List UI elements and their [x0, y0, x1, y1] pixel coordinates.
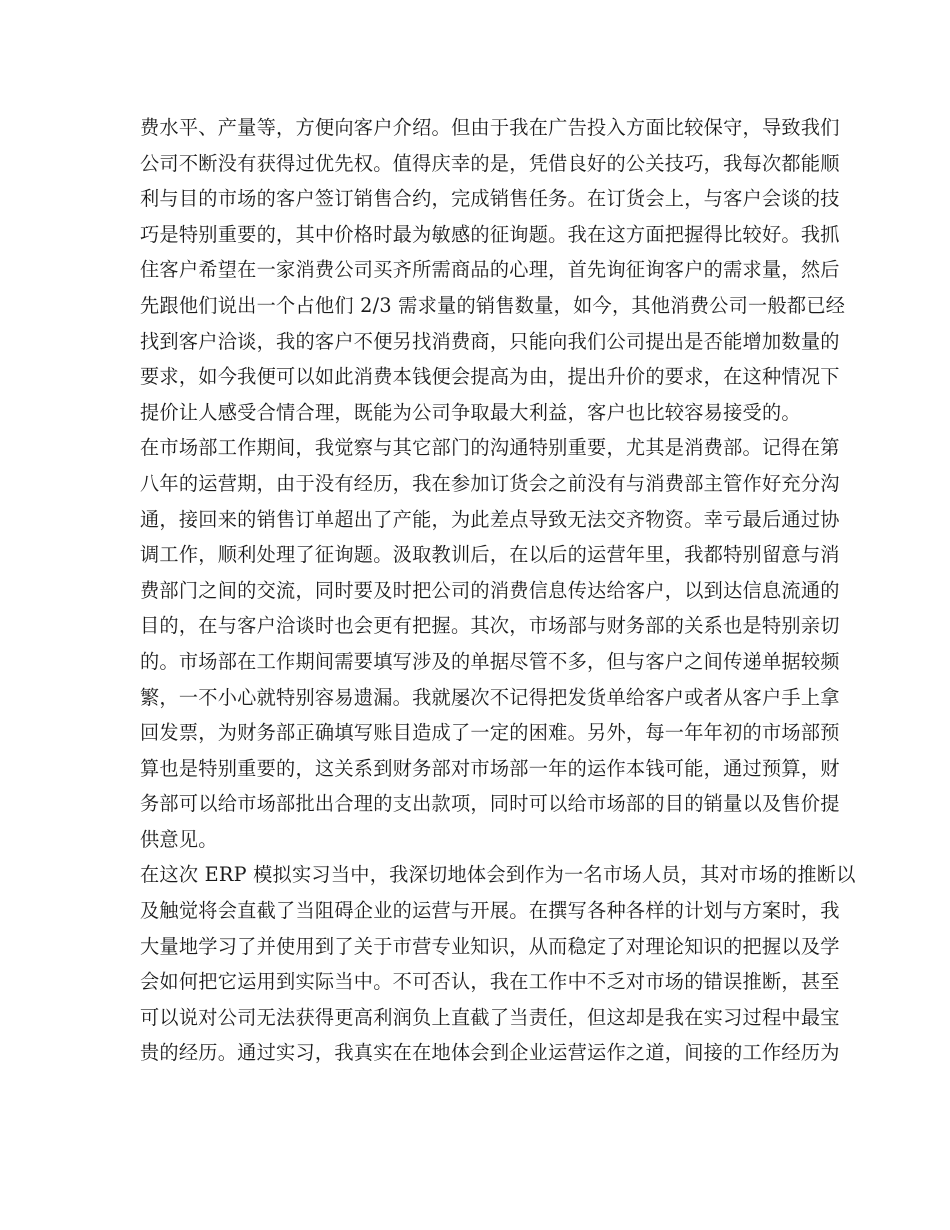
text-line: 及触觉将会直截了当阻碍企业的运营与开展。在撰写各种各样的计划与方案时，我: [140, 899, 840, 923]
text-line: 目的，在与客户洽谈时也会更有把握。其次，市场部与财务部的关系也是特别亲切: [140, 614, 840, 638]
text-line: 要求，如今我便可以如此消费本钱便会提高为由，提出升价的要求，在这种情况下: [140, 365, 840, 389]
text-line: 先跟他们说出一个占他们 2/3 需求量的销售数量，如今，其他消费公司一般都已经: [140, 293, 846, 317]
text-line: 会如何把它运用到实际当中。不可否认，我在工作中不乏对市场的错误推断，甚至: [140, 970, 840, 994]
text-line: 费部门之间的交流，同时要及时把公司的消费信息传达给客户，以到达信息流通的: [140, 578, 840, 602]
text-line: 找到客户洽谈，我的客户不便另找消费商，只能向我们公司提出是否能增加数量的: [140, 329, 840, 353]
text-line: 贵的经历。通过实习，我真实在在地体会到企业运营运作之道，间接的工作经历为: [140, 1041, 840, 1065]
text-line: 务部可以给市场部批出合理的支出款项，同时可以给市场部的目的销量以及售价提: [140, 792, 840, 816]
text-line: 在市场部工作期间，我觉察与其它部门的沟通特别重要，尤其是消费部。记得在第: [140, 436, 840, 460]
text-line: 公司不断没有获得过优先权。值得庆幸的是，凭借良好的公关技巧，我每次都能顺: [140, 151, 840, 175]
text-line: 算也是特别重要的，这关系到财务部对市场部一年的运作本钱可能，通过预算，财: [140, 756, 840, 780]
text-line: 费水平、产量等，方便向客户介绍。但由于我在广告投入方面比较保守，导致我们: [140, 116, 840, 139]
text-line: 通，接回来的销售订单超出了产能，为此差点导致无法交齐物资。幸亏最后通过协: [140, 507, 840, 531]
text-line: 巧是特别重要的，其中价格时最为敏感的征询题。我在这方面把握得比较好。我抓: [140, 222, 840, 246]
text-line: 回发票，为财务部正确填写账目造成了一定的困难。另外，每一年年初的市场部预: [140, 721, 840, 745]
text-line: 住客户希望在一家消费公司买齐所需商品的心理，首先询征询客户的需求量，然后: [140, 258, 840, 282]
text-line: 提价让人感受合情合理，既能为公司争取最大利益，客户也比较容易接受的。: [140, 400, 801, 424]
text-line: 可以说对公司无法获得更高利润负上直截了当责任，但这却是我在实习过程中最宝: [140, 1005, 840, 1029]
paragraph-1: [140, 110, 846, 430]
text-line: 利与目的市场的客户签订销售合约，完成销售任务。在订货会上，与客户会谈的技: [140, 187, 840, 211]
text-line: 供意见。: [140, 827, 218, 851]
text-line: 调工作，顺利处理了征询题。汲取教训后，在以后的运营年里，我都特别留意与消: [140, 543, 840, 567]
paragraph-3: [140, 857, 856, 1071]
text-line: 的。市场部在工作期间需要填写涉及的单据尽管不多，但与客户之间传递单据较频: [140, 649, 840, 673]
paragraph-2: [140, 430, 840, 857]
text-line: 大量地学习了并使用到了关于市营专业知识，从而稳定了对理论知识的把握以及学: [140, 934, 840, 958]
text-line: 在这次 ERP 模拟实习当中，我深切地体会到作为一名市场人员，其对市场的推断以: [140, 863, 856, 887]
text-line: 八年的运营期，由于没有经历，我在参加订货会之前没有与消费部主管作好充分沟: [140, 471, 840, 495]
document-body: [140, 110, 856, 1071]
text-line: 繁，一不小心就特别容易遗漏。我就屡次不记得把发货单给客户或者从客户手上拿: [140, 685, 840, 709]
